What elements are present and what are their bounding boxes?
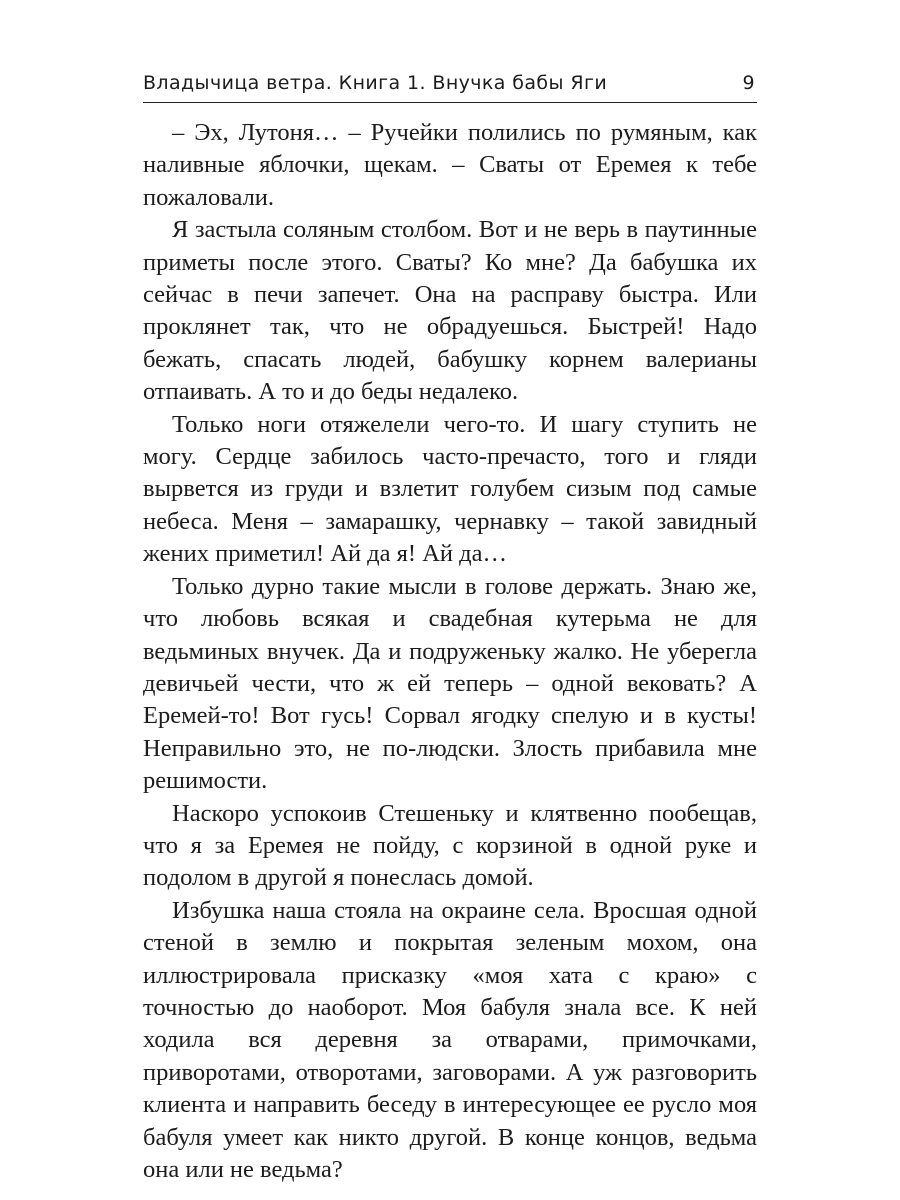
paragraph: – Эх, Лутоня… – Ручейки полились по румяным, как наливные яблочки, щекам. – Сваты от Еремея к тебе пожаловали. (143, 119, 757, 211)
body-text (143, 117, 757, 1186)
paragraph: Избушка наша стояла на окраине села. Вросшая одной стеной в землю и покрытая зеленым мохом, она иллюстрировала присказку «моя хата с краю» с точностью до наоборот. Моя бабуля знала все. К ней ходила вся деревня за отварами, примочками, приворотами, отворотами, заговорами. А уж разговорить клиента и направить беседу в интересующее ее русло моя бабуля умеет как никто другой. В конце концов, ведьма она или не ведьма? (143, 896, 757, 1183)
page-number: 9 (742, 72, 755, 94)
book-page (143, 66, 757, 1186)
paragraph: Только дурно такие мысли в голове держать. Знаю же, что любовь всякая и свадебная кутерьма не для ведьминых внучек. Да и подруженьку жалко. Не уберегла девичьей чести, что ж ей теперь – одной вековать? А Еремей-то! Вот гусь! Сорвал ягодку спелую и в кусты! Неправильно это, не по-людски. Злость прибавила мне решимости. (143, 572, 757, 795)
running-header (143, 66, 757, 102)
running-title: Владычица ветра. Книга 1. Внучка бабы Яги (143, 72, 608, 94)
paragraph: Я застыла соляным столбом. Вот и не верь в паутинные приметы после этого. Сваты? Ко мне? Да бабушка их сейчас в печи запечет. Она на расправу быстра. Или проклянет так, что не обрадуешься. Быстрей! Надо бежать, спасать людей, бабушку корнем валерианы отпаивать. А то и до беды недалеко. (143, 216, 757, 406)
paragraph: Только ноги отяжелели чего-то. И шагу ступить не могу. Сердце забилось часто-пречасто, того и гляди вырвется из груди и взлетит голубем сизым под самые небеса. Меня – замарашку, чернавку – такой завидный жених приметил! Ай да я! Ай да… (143, 410, 757, 568)
paragraph: Наскоро успокоив Стешеньку и клятвенно пообещав, что я за Еремея не пойду, с корзиной в одной руке и подолом в другой я понеслась домой. (143, 799, 757, 892)
header-rule (143, 102, 757, 103)
